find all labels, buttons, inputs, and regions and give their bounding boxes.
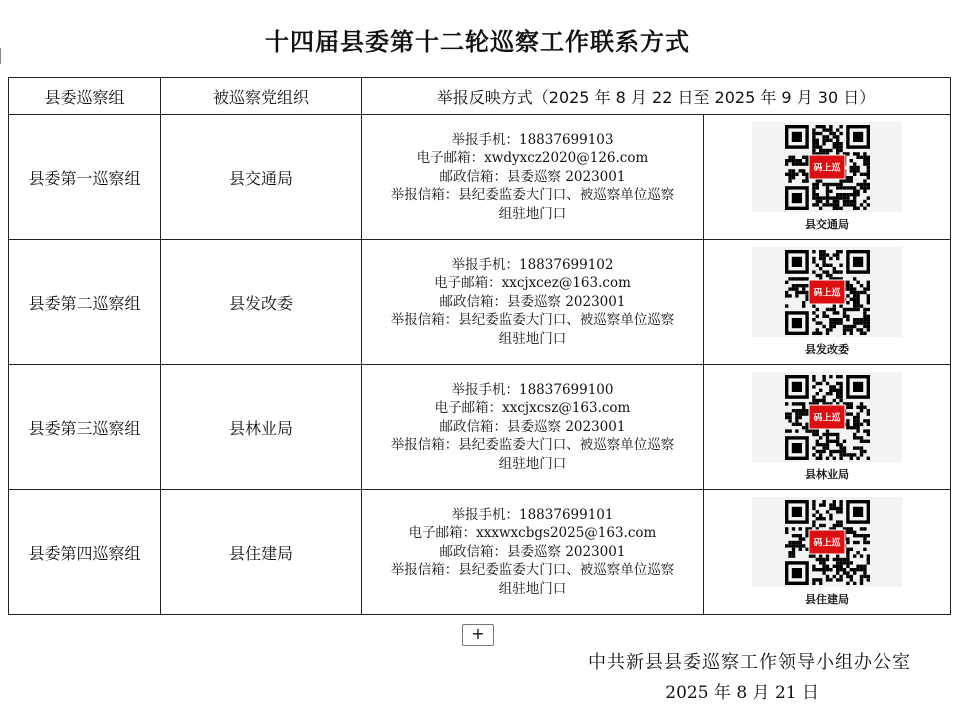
qr-badge: 码上巡 bbox=[808, 280, 845, 305]
org-cell: 县住建局 bbox=[161, 490, 362, 615]
phone-line: 举报手机：18837699102 bbox=[451, 256, 614, 273]
email-line: 电子邮箱：xxcjxcsz@163.com bbox=[434, 400, 631, 417]
phone-line: 举报手机：18837699103 bbox=[451, 131, 614, 148]
qr-code[interactable] bbox=[752, 247, 902, 337]
phone-line: 举报手机：18837699100 bbox=[451, 381, 614, 398]
post-line: 邮政信箱：县委巡察 2023001 bbox=[439, 418, 626, 435]
letter-line-cont: 组驻地门口 bbox=[498, 455, 567, 472]
email-line: 电子邮箱：xwdyxcz2020@126.com bbox=[416, 150, 649, 167]
qr-cell bbox=[704, 115, 951, 240]
plus-icon: + bbox=[471, 624, 485, 643]
qr-cell bbox=[704, 240, 951, 365]
page-title: 十四届县委第十二轮巡察工作联系方式 bbox=[265, 28, 690, 56]
contact-cell bbox=[362, 490, 704, 615]
group-cell: 县委第一巡察组 bbox=[9, 115, 161, 240]
letter-line-cont: 组驻地门口 bbox=[498, 205, 567, 222]
table-row bbox=[9, 490, 951, 615]
qr-badge: 码上巡 bbox=[808, 530, 845, 555]
letter-line-cont: 组驻地门口 bbox=[498, 330, 567, 347]
phone-line: 举报手机：18837699101 bbox=[451, 506, 614, 523]
qr-caption: 县发改委 bbox=[805, 343, 849, 356]
qr-badge: 码上巡 bbox=[808, 155, 845, 180]
group-cell: 县委第三巡察组 bbox=[9, 365, 161, 490]
qr-caption: 县住建局 bbox=[805, 593, 849, 606]
group-cell: 县委第二巡察组 bbox=[9, 240, 161, 365]
letter-line: 举报信箱：县纪委监委大门口、被巡察单位巡察 bbox=[390, 437, 675, 454]
contact-cell bbox=[362, 115, 704, 240]
table-header-row bbox=[9, 78, 951, 115]
qr-caption: 县林业局 bbox=[805, 468, 849, 481]
letter-line: 举报信箱：县纪委监委大门口、被巡察单位巡察 bbox=[390, 312, 675, 329]
post-line: 邮政信箱：县委巡察 2023001 bbox=[439, 293, 626, 310]
table-row bbox=[9, 365, 951, 490]
letter-line: 举报信箱：县纪委监委大门口、被巡察单位巡察 bbox=[390, 187, 675, 204]
post-line: 邮政信箱：县委巡察 2023001 bbox=[439, 543, 626, 560]
table-row bbox=[9, 240, 951, 365]
issue-date: 2025 年 8 月 21 日 bbox=[665, 683, 819, 703]
post-line: 邮政信箱：县委巡察 2023001 bbox=[439, 168, 626, 185]
qr-code[interactable] bbox=[752, 497, 902, 587]
qr-cell bbox=[704, 365, 951, 490]
contact-cell bbox=[362, 365, 704, 490]
contact-cell bbox=[362, 240, 704, 365]
org-cell: 县林业局 bbox=[161, 365, 362, 490]
email-line: 电子邮箱：xxcjxcez@163.com bbox=[434, 275, 631, 292]
qr-cell bbox=[704, 490, 951, 615]
org-cell: 县发改委 bbox=[161, 240, 362, 365]
header-group: 县委巡察组 bbox=[9, 78, 161, 115]
qr-badge: 码上巡 bbox=[808, 405, 845, 430]
group-cell: 县委第四巡察组 bbox=[9, 490, 161, 615]
qr-caption: 县交通局 bbox=[805, 218, 849, 231]
issuing-organization: 中共新县县委巡察工作领导小组办公室 bbox=[588, 652, 911, 673]
letter-line-cont: 组驻地门口 bbox=[498, 580, 567, 597]
contact-table bbox=[8, 77, 951, 615]
email-line: 电子邮箱：xxxwxcbgs2025@163.com bbox=[408, 525, 657, 542]
org-cell: 县交通局 bbox=[161, 115, 362, 240]
table-row bbox=[9, 115, 951, 240]
qr-code[interactable] bbox=[752, 122, 902, 212]
add-row-button[interactable] bbox=[462, 624, 494, 646]
letter-line: 举报信箱：县纪委监委大门口、被巡察单位巡察 bbox=[390, 562, 675, 579]
header-contact: 举报反映方式（2025 年 8 月 22 日至 2025 年 9 月 30 日） bbox=[362, 78, 951, 115]
qr-code[interactable] bbox=[752, 372, 902, 462]
header-org: 被巡察党组织 bbox=[161, 78, 362, 115]
